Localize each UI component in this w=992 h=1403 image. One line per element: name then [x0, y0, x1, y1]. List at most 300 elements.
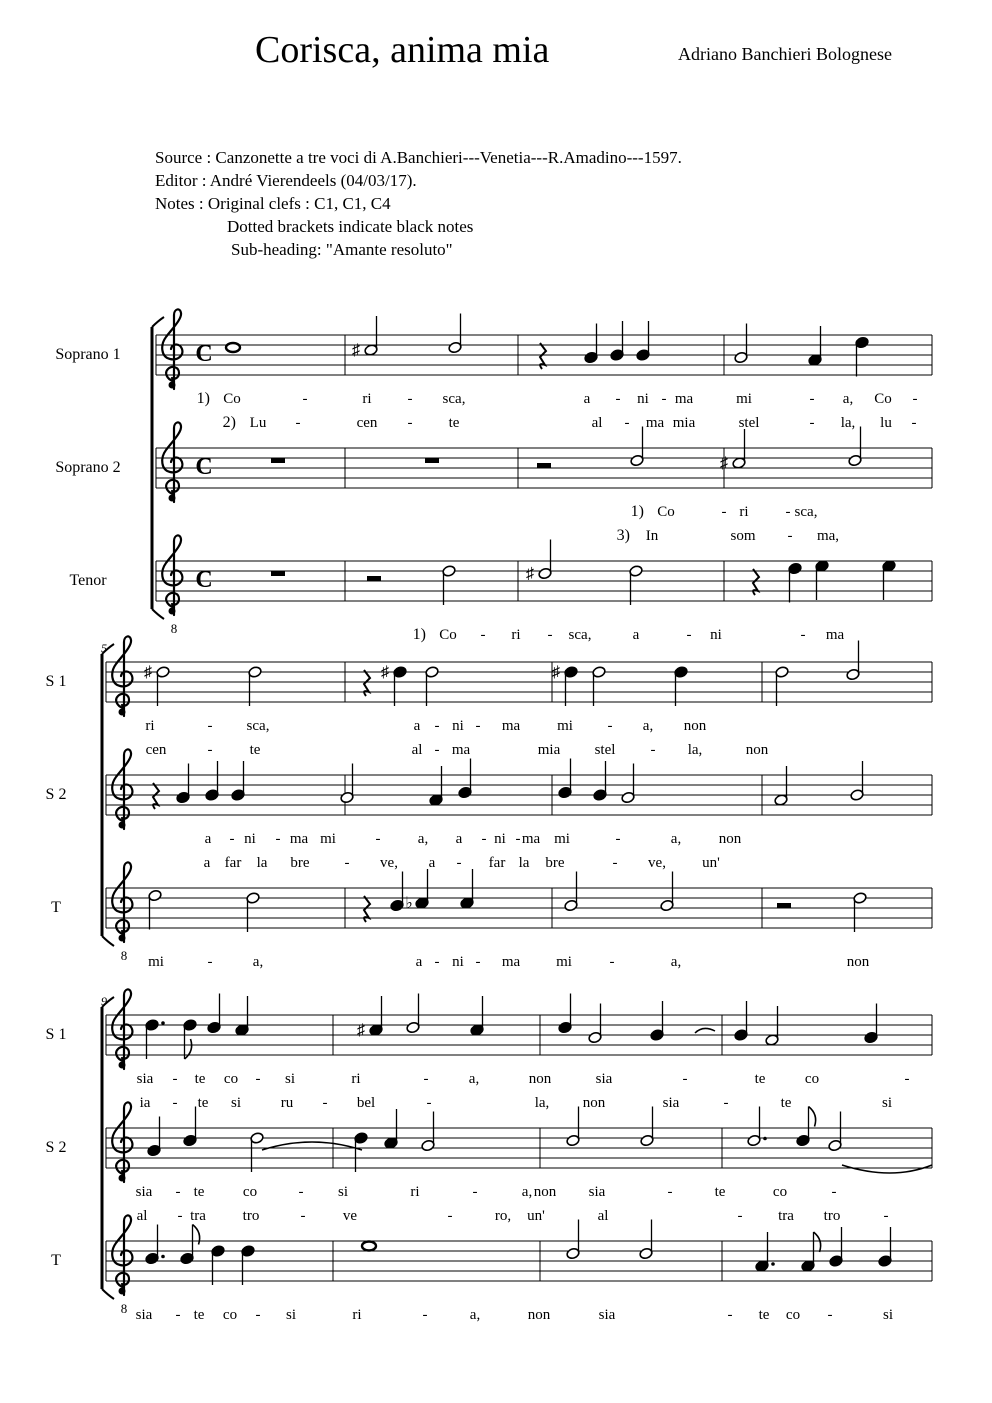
lyric-syllable: la [256, 855, 268, 871]
lyric-syllable: - [447, 1208, 453, 1224]
voice-label: Tenor [69, 572, 107, 589]
treble-clef-path [162, 422, 182, 502]
lyric-syllable: un' [702, 855, 720, 871]
augmentation-dot [161, 1021, 165, 1025]
verse-number: 1) [412, 626, 426, 643]
note [639, 1220, 653, 1260]
lyric-syllable: tro [242, 1208, 260, 1224]
staff-3 [156, 540, 932, 606]
lyric-syllable: ia [139, 1095, 151, 1111]
treble-clef-dot [119, 1175, 126, 1182]
lyric-syllable: sia [135, 1184, 153, 1200]
lyric-syllable: non [718, 831, 742, 847]
lyric-syllable: ve, [380, 855, 398, 871]
note [801, 1232, 821, 1272]
lyric-syllable: si [230, 1095, 242, 1111]
lyric-syllable: te [714, 1184, 726, 1200]
octave-mark: 8 [120, 948, 128, 963]
lyric-syllable: sca, [794, 504, 818, 520]
lyric-syllable: ri [410, 1184, 420, 1200]
lyric-syllable: - [661, 391, 667, 407]
sharp-accidental: ♯ [144, 664, 152, 681]
note [448, 314, 462, 354]
note [425, 458, 439, 463]
lyric-syllable: co [223, 1071, 239, 1087]
note [384, 1109, 398, 1149]
treble-clef-dot [119, 1288, 126, 1295]
lyric-syllable: bel [356, 1095, 376, 1111]
lyric-syllable: a, [670, 831, 682, 847]
lyric-syllable: - [607, 718, 613, 734]
treble-clef-path [112, 1102, 132, 1182]
note [588, 1004, 602, 1044]
lyric-syllable: te [193, 1307, 205, 1323]
lyric-syllable: a, [468, 1071, 480, 1087]
staff-1 [106, 641, 932, 707]
lyric-syllable: - [175, 1307, 181, 1323]
treble-clef-path [112, 636, 132, 716]
lyric-syllable: ma [451, 742, 471, 758]
lyric-syllable: - [515, 831, 521, 847]
treble-clef-path [162, 535, 182, 615]
lyric-syllable: bre [545, 855, 565, 871]
note [753, 569, 759, 595]
lyric-syllable: si [881, 1095, 893, 1111]
staff-2 [106, 1107, 932, 1173]
lyric-syllable: a, [842, 391, 854, 407]
lyric-syllable: - [615, 391, 621, 407]
lyric-syllable: - [911, 415, 917, 431]
note [226, 343, 240, 352]
lyric-syllable: ru [280, 1095, 294, 1111]
treble-clef-icon [112, 749, 132, 829]
note [566, 1107, 580, 1147]
lyric-syllable: non [528, 1071, 552, 1087]
note [734, 324, 748, 364]
lyric-syllable: non [683, 718, 707, 734]
lyric-syllable: - [809, 391, 815, 407]
voice-label: Soprano 1 [55, 346, 121, 363]
lyric-syllable: ma [521, 831, 541, 847]
quarter-rest [753, 569, 759, 595]
lyric-syllable: mi [148, 954, 164, 970]
note [246, 892, 260, 932]
lyric-syllable: al [591, 415, 603, 431]
sharp-accidental: ♯ [720, 455, 728, 472]
treble-clef-dot [169, 382, 176, 389]
note [180, 1225, 200, 1265]
lyric-syllable: non [582, 1095, 606, 1111]
note [271, 571, 285, 576]
lyric-syllable: - [667, 1184, 673, 1200]
notes-clefs: Notes : Original clefs : C1, C1, C4 [155, 194, 391, 213]
note [425, 666, 439, 706]
time-signature: C [195, 341, 213, 367]
lyric-syllable: lu [880, 415, 892, 431]
note [815, 560, 829, 600]
lyric-syllable: co [242, 1184, 258, 1200]
lyric-syllable: a [632, 627, 640, 643]
treble-clef-dot [169, 608, 176, 615]
lyric-syllable: tra [778, 1208, 794, 1224]
lyric-syllable: a, [670, 954, 682, 970]
lyric-syllable: la [518, 855, 530, 871]
lyric-syllable: ma [501, 718, 521, 734]
treble-clef-icon [112, 989, 132, 1069]
note [205, 761, 219, 801]
lyric-syllable: - [255, 1071, 261, 1087]
lyric-syllable: stel [594, 742, 616, 758]
note [442, 565, 456, 605]
note [538, 540, 552, 580]
augmentation-dot [161, 1255, 165, 1259]
lyric-syllable: la, [534, 1095, 550, 1111]
lyric-syllable: non [846, 954, 870, 970]
note [734, 1001, 748, 1041]
note [415, 869, 429, 909]
lyric-syllable: - [609, 954, 615, 970]
treble-clef-icon [162, 535, 182, 615]
notes-editor: Editor : André Vierendeels (04/03/17). [155, 171, 417, 190]
note [796, 1107, 816, 1147]
note [848, 427, 862, 467]
note [156, 666, 170, 706]
flat-accidental: ♭ [405, 895, 413, 912]
note [364, 670, 370, 696]
lyric-syllable: ri [739, 504, 749, 520]
treble-clef-dot [119, 1062, 126, 1069]
bracket-hook-bottom [102, 936, 114, 946]
treble-clef-dot [119, 935, 126, 942]
quarter-rest [153, 783, 159, 809]
lyric-syllable: a [204, 831, 212, 847]
note [650, 1001, 664, 1041]
note [660, 872, 674, 912]
lyric-syllable: - [175, 1184, 181, 1200]
system-2 [102, 641, 932, 947]
voice-label: S 2 [45, 786, 67, 803]
lyric-syllable: a [428, 855, 436, 871]
note-flag [185, 1039, 192, 1059]
note [369, 996, 383, 1036]
lyric-syllable: bre [290, 855, 310, 871]
note [765, 1006, 779, 1046]
lyric-syllable: - [422, 1307, 428, 1323]
lyric-syllable: - [472, 1184, 478, 1200]
lyric-syllable: ve, [648, 855, 666, 871]
note [828, 1112, 842, 1152]
lyric-syllable: te [448, 415, 460, 431]
lyric-syllable: sia [662, 1095, 680, 1111]
lyric-syllable: a [203, 855, 211, 871]
lyric-syllable: - [207, 742, 213, 758]
lyric-syllable: Co [223, 391, 241, 407]
treble-clef-dot [119, 709, 126, 716]
note [630, 427, 644, 467]
note [207, 994, 221, 1034]
note [566, 1220, 580, 1260]
lyric-syllable: - [229, 831, 235, 847]
lyric-syllable: a, [417, 831, 429, 847]
note [808, 326, 822, 366]
quarter-rest [540, 343, 546, 369]
note [248, 666, 262, 706]
treble-clef-icon [112, 1102, 132, 1182]
note [558, 759, 572, 799]
note [429, 766, 443, 806]
lyric-syllable: ri [511, 627, 521, 643]
measure-number: 9 [101, 994, 107, 1008]
lyric-syllable: Co [657, 504, 675, 520]
octave-mark: 8 [170, 621, 178, 636]
note [564, 872, 578, 912]
lyric-syllable: te [754, 1071, 766, 1087]
lyric-syllable: - [456, 855, 462, 871]
note [564, 666, 578, 706]
note [788, 562, 802, 602]
voice-label: S 2 [45, 1139, 67, 1156]
lyric-syllable: te [780, 1095, 792, 1111]
note [593, 761, 607, 801]
lyric-syllable: al [136, 1208, 148, 1224]
quarter-rest [364, 670, 370, 696]
lyric-syllable: sia [135, 1307, 153, 1323]
note [636, 321, 650, 361]
note [640, 1107, 654, 1147]
note [147, 1117, 161, 1157]
note [421, 1112, 435, 1152]
lyric-syllable: cen [356, 415, 378, 431]
note [864, 1004, 878, 1044]
time-signature: C [195, 567, 213, 593]
note [878, 1227, 892, 1267]
note [231, 761, 245, 801]
lyric-syllable: - [172, 1095, 178, 1111]
lyric-syllable: ri [145, 718, 155, 734]
lyric-syllable: In [645, 528, 659, 544]
staff-1 [106, 994, 932, 1060]
note [774, 766, 788, 806]
lyric-syllable: - [172, 1071, 178, 1087]
note [183, 1019, 197, 1059]
treble-clef-icon [112, 862, 132, 942]
note [540, 343, 546, 369]
lyric-syllable: - [434, 742, 440, 758]
lyric-syllable: sia [136, 1071, 154, 1087]
lyric-syllable: - [475, 718, 481, 734]
treble-clef-icon [162, 422, 182, 502]
note [846, 641, 860, 681]
lyric-syllable: - [344, 855, 350, 871]
bracket-hook-bottom [152, 609, 164, 619]
lyric-syllable: a, [252, 954, 264, 970]
lyric-syllable: a [583, 391, 591, 407]
lyric-syllable: co [785, 1307, 801, 1323]
whole-rest [271, 571, 285, 576]
note [362, 1242, 376, 1251]
staff-1 [156, 314, 932, 377]
lyric-syllable: mi [736, 391, 752, 407]
lyric-syllable: - [827, 1307, 833, 1323]
lyric-syllable: - [721, 504, 727, 520]
verse-number: 3) [616, 527, 630, 544]
lyric-syllable: - [423, 1071, 429, 1087]
staff-2 [156, 427, 932, 489]
lyric-syllable: un' [527, 1208, 545, 1224]
lyric-syllable: - [177, 1208, 183, 1224]
lyric-syllable: - [375, 831, 381, 847]
sharp-accidental: ♯ [381, 664, 389, 681]
note [354, 1132, 368, 1172]
note [393, 666, 407, 706]
octave-mark: 8 [120, 1301, 128, 1316]
treble-clef-path [162, 309, 182, 389]
notehead [362, 1242, 376, 1251]
lyric-syllable: te [758, 1307, 770, 1323]
note [777, 903, 791, 908]
lyric-syllable: - [624, 415, 630, 431]
note [390, 872, 404, 912]
note [176, 764, 190, 804]
lyric-syllable: a, [469, 1307, 481, 1323]
lyric-syllable: si [337, 1184, 349, 1200]
note [629, 565, 643, 605]
lyric-syllable: al [597, 1208, 609, 1224]
lyric-syllable: sca, [442, 391, 466, 407]
voice-label: T [51, 1252, 61, 1269]
system-1 [152, 314, 932, 620]
lyric-syllable: far [488, 855, 506, 871]
half-rest [777, 903, 791, 908]
augmentation-dot [763, 1137, 767, 1141]
lyric-syllable: - [434, 954, 440, 970]
verse-number: 2) [222, 414, 236, 431]
note [364, 316, 378, 356]
lyric-syllable: - [275, 831, 281, 847]
half-rest [537, 463, 551, 468]
whole-rest [425, 458, 439, 463]
note [755, 1232, 775, 1272]
time-signature: C [195, 454, 213, 480]
measure-number: 5 [101, 641, 107, 655]
treble-clef-icon [112, 1215, 132, 1295]
lyric-syllable: - [295, 415, 301, 431]
sharp-accidental: ♯ [552, 664, 560, 681]
lyric-syllable: som [730, 528, 756, 544]
tie [262, 1142, 362, 1150]
lyric-syllable: sia [598, 1307, 616, 1323]
lyric-syllable: ve [342, 1208, 358, 1224]
lyric-syllable: non [745, 742, 769, 758]
lyric-syllable: mia [537, 742, 561, 758]
note [882, 560, 896, 600]
treble-clef-path [112, 862, 132, 942]
lyric-syllable: - [785, 504, 791, 520]
verse-number: 1) [630, 503, 644, 520]
lyric-syllable: - [650, 742, 656, 758]
lyric-syllable: Co [874, 391, 892, 407]
note-flag [814, 1232, 821, 1252]
lyric-syllable: ni [637, 391, 649, 407]
treble-clef-dot [169, 495, 176, 502]
lyric-syllable: - [407, 415, 413, 431]
note [241, 1245, 255, 1285]
note [674, 666, 688, 706]
lyric-syllable: mi [556, 954, 572, 970]
verse-number: 1) [196, 390, 210, 407]
treble-clef-icon [112, 636, 132, 716]
lyric-syllable: te [249, 742, 261, 758]
composer-name: Adriano Banchieri Bolognese [678, 44, 892, 64]
notes-subheading: Sub-heading: "Amante resoluto" [231, 240, 453, 259]
staff-3 [106, 869, 932, 932]
note-flag [809, 1107, 816, 1127]
lyric-syllable: si [284, 1071, 296, 1087]
sharp-accidental: ♯ [357, 1022, 365, 1039]
note [460, 869, 474, 909]
note [853, 892, 867, 932]
note [855, 336, 869, 376]
whole-rest [271, 458, 285, 463]
lyric-syllable: ni [452, 718, 464, 734]
lyric-syllable: sca, [246, 718, 270, 734]
lyric-syllable: a [455, 831, 463, 847]
notes-brackets: Dotted brackets indicate black notes [227, 217, 474, 236]
lyric-syllable: co [222, 1307, 238, 1323]
bracket-hook-top [152, 317, 164, 327]
note [145, 1225, 165, 1265]
note [406, 994, 420, 1034]
notes-source: Source : Canzonette a tre voci di A.Banchieri---Venetia---R.Amadino---1597. [155, 148, 682, 167]
half-rest [367, 576, 381, 581]
lyric-syllable: ni [244, 831, 256, 847]
lyric-syllable: - [723, 1095, 729, 1111]
lyric-syllable: non [527, 1307, 551, 1323]
note [621, 764, 635, 804]
lyric-syllable: co [804, 1071, 820, 1087]
note [271, 458, 285, 463]
lyric-syllable: al [411, 742, 423, 758]
lyric-syllable: - [809, 415, 815, 431]
lyric-syllable: - [800, 627, 806, 643]
note [470, 996, 484, 1036]
voice-label: Soprano 2 [55, 459, 121, 476]
note [775, 666, 789, 706]
lyric-syllable: a [415, 954, 423, 970]
lyric-syllable: ma [825, 627, 845, 643]
lyric-syllable: - [434, 718, 440, 734]
lyric-syllable: tro [823, 1208, 841, 1224]
lyric-syllable: a, [521, 1184, 533, 1200]
lyric-syllable: - [686, 627, 692, 643]
lyric-syllable: ma [289, 831, 309, 847]
staff-2 [106, 759, 932, 816]
tie [695, 1028, 715, 1033]
lyric-syllable: ro, [494, 1208, 512, 1224]
lyric-syllable: - [481, 831, 487, 847]
lyric-syllable: ma [501, 954, 521, 970]
note [340, 764, 354, 804]
lyric-syllable: - [547, 627, 553, 643]
note [250, 1132, 264, 1172]
voice-label: S 1 [45, 1026, 67, 1043]
lyric-syllable: - [302, 391, 308, 407]
lyric-syllable: ma [674, 391, 694, 407]
lyric-syllable: la, [687, 742, 703, 758]
lyric-syllable: a [413, 718, 421, 734]
lyric-syllable: si [882, 1307, 894, 1323]
note [183, 1107, 197, 1147]
